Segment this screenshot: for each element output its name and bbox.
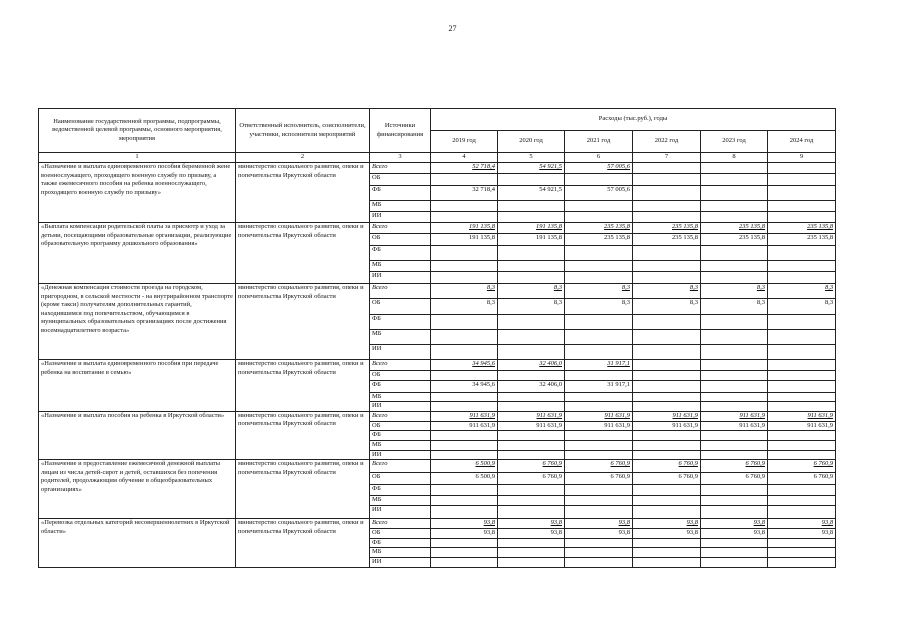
funding-source: ИИ xyxy=(370,272,431,284)
amount-cell xyxy=(498,174,565,186)
amount-cell xyxy=(565,315,633,330)
funding-source: ОБ xyxy=(370,529,431,539)
amount-cell xyxy=(633,174,701,186)
amount-cell: 6 760,9 xyxy=(701,473,768,485)
amount-cell xyxy=(431,261,498,272)
header-year: 2019 год xyxy=(431,131,498,153)
amount-cell: 8,3 xyxy=(701,284,768,299)
funding-source: ИИ xyxy=(370,557,431,567)
amount-cell xyxy=(431,431,498,441)
header-expenses: Расходы (тыс.руб.), годы xyxy=(431,109,836,131)
amount-cell xyxy=(431,392,498,402)
amount-cell: 911 631,9 xyxy=(431,411,498,421)
amount-cell xyxy=(701,485,768,496)
amount-cell xyxy=(565,392,633,402)
amount-cell xyxy=(768,212,836,223)
amount-cell: 911 631,9 xyxy=(498,411,565,421)
amount-cell: 93,8 xyxy=(633,519,701,529)
table-row xyxy=(39,284,836,299)
amount-cell xyxy=(701,380,768,392)
amount-cell xyxy=(431,315,498,330)
amount-cell: 6 760,9 xyxy=(701,460,768,473)
amount-cell xyxy=(768,450,836,460)
amount-cell xyxy=(768,538,836,548)
amount-cell xyxy=(431,485,498,496)
amount-cell xyxy=(565,402,633,412)
amount-cell xyxy=(431,402,498,412)
amount-cell xyxy=(633,496,701,506)
amount-cell xyxy=(633,272,701,284)
amount-cell: 6 500,9 xyxy=(431,460,498,473)
amount-cell: 235 135,8 xyxy=(633,223,701,234)
funding-source: МБ xyxy=(370,496,431,506)
amount-cell: 911 631,9 xyxy=(565,421,633,431)
amount-cell xyxy=(633,450,701,460)
amount-cell: 191 135,8 xyxy=(498,223,565,234)
amount-cell xyxy=(565,557,633,567)
funding-source: ИИ xyxy=(370,345,431,360)
amount-cell xyxy=(498,557,565,567)
amount-cell xyxy=(565,506,633,519)
amount-cell xyxy=(633,548,701,558)
amount-cell: 57 005,6 xyxy=(565,186,633,201)
amount-cell xyxy=(431,450,498,460)
header-year: 2021 год xyxy=(565,131,633,153)
funding-source: Всего xyxy=(370,360,431,371)
amount-cell xyxy=(633,261,701,272)
measure-name: «Назначение и выплата пособия на ребенка в Иркутской области» xyxy=(39,411,236,459)
table-row xyxy=(39,360,836,371)
amount-cell: 191 135,8 xyxy=(431,234,498,246)
amount-cell xyxy=(633,380,701,392)
amount-cell xyxy=(768,392,836,402)
amount-cell xyxy=(768,201,836,212)
amount-cell xyxy=(565,431,633,441)
amount-cell xyxy=(768,402,836,412)
measure-name: «Выплата компенсации родительской платы за присмотр и уход за детьми, посещающими образовательные организации, реализующие образовательную программу дошкольного образования» xyxy=(39,223,236,284)
amount-cell xyxy=(498,272,565,284)
amount-cell: 911 631,9 xyxy=(768,421,836,431)
amount-cell: 93,8 xyxy=(565,519,633,529)
amount-cell: 8,3 xyxy=(565,299,633,315)
amount-cell: 8,3 xyxy=(768,299,836,315)
amount-cell xyxy=(768,360,836,371)
funding-source: ОБ xyxy=(370,234,431,246)
funding-source: ФБ xyxy=(370,315,431,330)
amount-cell xyxy=(431,371,498,381)
amount-cell xyxy=(633,246,701,261)
amount-cell: 34 945,6 xyxy=(431,380,498,392)
amount-cell xyxy=(431,246,498,261)
amount-cell xyxy=(431,538,498,548)
amount-cell: 34 945,6 xyxy=(431,360,498,371)
amount-cell xyxy=(701,431,768,441)
amount-cell: 911 631,9 xyxy=(701,411,768,421)
amount-cell xyxy=(701,402,768,412)
amount-cell: 6 760,9 xyxy=(768,460,836,473)
amount-cell xyxy=(633,557,701,567)
funding-source: МБ xyxy=(370,201,431,212)
amount-cell xyxy=(701,360,768,371)
column-index: 4 xyxy=(431,153,498,163)
executor: министерство социального развития, опеки и попечительства Иркутской области xyxy=(236,411,370,459)
amount-cell: 93,8 xyxy=(633,529,701,539)
table-row xyxy=(39,223,836,234)
amount-cell xyxy=(633,402,701,412)
amount-cell: 93,8 xyxy=(565,529,633,539)
measure-name: «Назначение и предоставление ежемесячной денежной выплаты лицам из числа детей-сирот и детей, оставшихся без попечения родителей, продолжающим обучение в общеобразовательных организациях» xyxy=(39,460,236,519)
amount-cell xyxy=(633,360,701,371)
amount-cell xyxy=(498,548,565,558)
funding-source: ИИ xyxy=(370,402,431,412)
amount-cell xyxy=(701,440,768,450)
amount-cell xyxy=(431,174,498,186)
amount-cell xyxy=(768,186,836,201)
amount-cell xyxy=(701,538,768,548)
funding-source: МБ xyxy=(370,440,431,450)
amount-cell xyxy=(498,201,565,212)
amount-cell xyxy=(633,485,701,496)
measure-name: «Назначение и выплата единовременного пособия беременной жене военнослужащего, проходящего военную службу по призыву, а также ежемесячного пособия на ребенка военнослужащего, проходящего военную службу по призыву» xyxy=(39,163,236,223)
amount-cell xyxy=(701,201,768,212)
amount-cell xyxy=(431,440,498,450)
amount-cell xyxy=(768,380,836,392)
executor: министерство социального развития, опеки и попечительства Иркутской области xyxy=(236,460,370,519)
amount-cell xyxy=(701,557,768,567)
amount-cell xyxy=(768,261,836,272)
amount-cell xyxy=(565,272,633,284)
amount-cell: 8,3 xyxy=(633,284,701,299)
funding-source: ОБ xyxy=(370,174,431,186)
measure-name: «Назначение и выплата единовременного пособия при передаче ребенка на воспитание в семью» xyxy=(39,360,236,412)
amount-cell xyxy=(633,212,701,223)
amount-cell xyxy=(498,392,565,402)
measure-name: «Денежная компенсация стоимости проезда на городском, пригородном, в сельской местности - на внутрирайонном транспорте (кроме такси) получателям дополнительных гарантий, находившимся под попечительством, обучающимся в муниципальных образовательных организациях после достижения восемнадцатилетнего возраста» xyxy=(39,284,236,360)
amount-cell xyxy=(768,371,836,381)
funding-source: ФБ xyxy=(370,538,431,548)
amount-cell xyxy=(431,330,498,345)
amount-cell: 8,3 xyxy=(633,299,701,315)
amount-cell xyxy=(498,261,565,272)
amount-cell: 32 406,0 xyxy=(498,360,565,371)
amount-cell xyxy=(633,538,701,548)
executor: министерство социального развития, опеки и попечительства Иркутской области xyxy=(236,223,370,284)
funding-source: Всего xyxy=(370,411,431,421)
amount-cell: 93,8 xyxy=(701,519,768,529)
amount-cell xyxy=(768,485,836,496)
funding-source: ФБ xyxy=(370,431,431,441)
funding-source: ИИ xyxy=(370,212,431,223)
amount-cell: 6 760,9 xyxy=(565,473,633,485)
table-row xyxy=(39,519,836,529)
amount-cell xyxy=(701,174,768,186)
amount-cell: 8,3 xyxy=(701,299,768,315)
column-index: 7 xyxy=(633,153,701,163)
table-row xyxy=(39,460,836,473)
amount-cell xyxy=(498,506,565,519)
amount-cell xyxy=(498,246,565,261)
amount-cell: 8,3 xyxy=(768,284,836,299)
funding-source: ИИ xyxy=(370,506,431,519)
amount-cell: 235 135,8 xyxy=(633,234,701,246)
header-year: 2020 год xyxy=(498,131,565,153)
amount-cell: 911 631,9 xyxy=(768,411,836,421)
amount-cell: 6 760,9 xyxy=(768,473,836,485)
amount-cell: 235 135,8 xyxy=(701,234,768,246)
amount-cell: 93,8 xyxy=(768,529,836,539)
amount-cell: 93,8 xyxy=(768,519,836,529)
executor: министерство социального развития, опеки и попечительства Иркутской области xyxy=(236,360,370,412)
amount-cell xyxy=(633,392,701,402)
amount-cell: 93,8 xyxy=(701,529,768,539)
amount-cell: 191 135,8 xyxy=(431,223,498,234)
amount-cell: 8,3 xyxy=(498,299,565,315)
amount-cell xyxy=(701,315,768,330)
executor: министерство социального развития, опеки и попечительства Иркутской области xyxy=(236,163,370,223)
amount-cell: 191 135,8 xyxy=(498,234,565,246)
amount-cell xyxy=(633,506,701,519)
funding-source: МБ xyxy=(370,392,431,402)
funding-source: Всего xyxy=(370,223,431,234)
amount-cell xyxy=(498,402,565,412)
amount-cell: 93,8 xyxy=(498,519,565,529)
column-index: 9 xyxy=(768,153,836,163)
amount-cell xyxy=(701,163,768,174)
executor: министерство социального развития, опеки и попечительства Иркутской области xyxy=(236,284,370,360)
amount-cell xyxy=(633,371,701,381)
column-index: 6 xyxy=(565,153,633,163)
amount-cell xyxy=(431,496,498,506)
header-year: 2022 год xyxy=(633,131,701,153)
amount-cell: 93,8 xyxy=(431,529,498,539)
amount-cell xyxy=(498,440,565,450)
amount-cell: 6 760,9 xyxy=(565,460,633,473)
funding-source: МБ xyxy=(370,548,431,558)
amount-cell xyxy=(565,485,633,496)
amount-cell: 911 631,9 xyxy=(431,421,498,431)
amount-cell xyxy=(701,186,768,201)
amount-cell xyxy=(768,506,836,519)
amount-cell xyxy=(498,212,565,223)
table-row xyxy=(39,411,836,421)
amount-cell: 6 760,9 xyxy=(498,460,565,473)
funding-source: ФБ xyxy=(370,485,431,496)
amount-cell xyxy=(768,330,836,345)
funding-source: ИИ xyxy=(370,450,431,460)
amount-cell xyxy=(431,212,498,223)
amount-cell xyxy=(498,450,565,460)
amount-cell xyxy=(701,371,768,381)
amount-cell xyxy=(498,538,565,548)
amount-cell: 57 005,6 xyxy=(565,163,633,174)
amount-cell xyxy=(701,496,768,506)
amount-cell xyxy=(701,246,768,261)
column-index: 5 xyxy=(498,153,565,163)
amount-cell xyxy=(633,201,701,212)
amount-cell: 8,3 xyxy=(498,284,565,299)
funding-source: ФБ xyxy=(370,246,431,261)
amount-cell xyxy=(633,440,701,450)
header-year: 2023 год xyxy=(701,131,768,153)
funding-source: ОБ xyxy=(370,371,431,381)
amount-cell: 911 631,9 xyxy=(701,421,768,431)
amount-cell: 6 760,9 xyxy=(633,473,701,485)
amount-cell xyxy=(768,496,836,506)
amount-cell: 911 631,9 xyxy=(498,421,565,431)
amount-cell: 54 921,5 xyxy=(498,186,565,201)
amount-cell xyxy=(701,261,768,272)
funding-source: МБ xyxy=(370,330,431,345)
amount-cell: 911 631,9 xyxy=(633,411,701,421)
amount-cell xyxy=(565,345,633,360)
amount-cell: 52 718,4 xyxy=(431,163,498,174)
amount-cell xyxy=(768,174,836,186)
header-executor: Ответственный исполнитель, соисполнители, участники, исполнители мероприятий xyxy=(236,109,370,153)
funding-source: Всего xyxy=(370,284,431,299)
amount-cell xyxy=(701,548,768,558)
amount-cell: 54 921,5 xyxy=(498,163,565,174)
funding-source: ОБ xyxy=(370,299,431,315)
column-index: 8 xyxy=(701,153,768,163)
amount-cell xyxy=(768,345,836,360)
amount-cell xyxy=(498,345,565,360)
amount-cell xyxy=(701,392,768,402)
amount-cell xyxy=(565,246,633,261)
measure-name: «Перевозка отдельных категорий несовершеннолетних в Иркутской области» xyxy=(39,519,236,567)
table-row xyxy=(39,163,836,174)
amount-cell xyxy=(498,371,565,381)
amount-cell xyxy=(565,371,633,381)
amount-cell: 235 135,8 xyxy=(565,223,633,234)
amount-cell xyxy=(565,440,633,450)
amount-cell xyxy=(633,315,701,330)
funding-source: Всего xyxy=(370,163,431,174)
amount-cell xyxy=(768,440,836,450)
amount-cell: 235 135,8 xyxy=(565,234,633,246)
amount-cell: 8,3 xyxy=(565,284,633,299)
funding-source: МБ xyxy=(370,261,431,272)
budget-table xyxy=(38,108,836,568)
funding-source: ОБ xyxy=(370,421,431,431)
amount-cell xyxy=(768,557,836,567)
amount-cell xyxy=(565,212,633,223)
amount-cell xyxy=(633,163,701,174)
amount-cell xyxy=(768,163,836,174)
amount-cell: 32 406,0 xyxy=(498,380,565,392)
amount-cell xyxy=(701,506,768,519)
amount-cell xyxy=(768,431,836,441)
amount-cell xyxy=(498,485,565,496)
amount-cell xyxy=(431,201,498,212)
header-year: 2024 год xyxy=(768,131,836,153)
amount-cell: 8,3 xyxy=(431,299,498,315)
amount-cell xyxy=(768,315,836,330)
amount-cell: 235 135,8 xyxy=(701,223,768,234)
column-index: 3 xyxy=(370,153,431,163)
funding-source: Всего xyxy=(370,460,431,473)
amount-cell xyxy=(768,548,836,558)
amount-cell xyxy=(701,272,768,284)
amount-cell xyxy=(633,431,701,441)
amount-cell: 6 760,9 xyxy=(633,460,701,473)
amount-cell xyxy=(565,450,633,460)
funding-source: Всего xyxy=(370,519,431,529)
amount-cell: 8,3 xyxy=(431,284,498,299)
amount-cell xyxy=(701,450,768,460)
amount-cell: 911 631,9 xyxy=(633,421,701,431)
amount-cell xyxy=(498,315,565,330)
amount-cell xyxy=(768,246,836,261)
amount-cell: 93,8 xyxy=(498,529,565,539)
amount-cell xyxy=(565,261,633,272)
amount-cell: 93,8 xyxy=(431,519,498,529)
executor: министерство социального развития, опеки и попечительства Иркутской области xyxy=(236,519,370,567)
amount-cell xyxy=(701,345,768,360)
amount-cell xyxy=(431,272,498,284)
funding-source: ФБ xyxy=(370,380,431,392)
column-index: 1 xyxy=(39,153,236,163)
amount-cell: 32 718,4 xyxy=(431,186,498,201)
amount-cell xyxy=(498,330,565,345)
amount-cell xyxy=(633,345,701,360)
header-source: Источники финансирования xyxy=(370,109,431,153)
amount-cell xyxy=(498,496,565,506)
amount-cell xyxy=(565,496,633,506)
amount-cell xyxy=(431,548,498,558)
amount-cell xyxy=(768,272,836,284)
amount-cell: 911 631,9 xyxy=(565,411,633,421)
amount-cell: 6 760,9 xyxy=(498,473,565,485)
amount-cell xyxy=(431,345,498,360)
amount-cell: 235 135,8 xyxy=(768,223,836,234)
funding-source: ОБ xyxy=(370,473,431,485)
amount-cell xyxy=(633,330,701,345)
header-name: Наименование государственной программы, подпрограммы, ведомственной целевой программы, основного мероприятия, мероприятия xyxy=(39,109,236,153)
amount-cell: 6 500,9 xyxy=(431,473,498,485)
page-number: 27 xyxy=(448,24,457,33)
column-index: 2 xyxy=(236,153,370,163)
amount-cell xyxy=(565,548,633,558)
funding-source: ФБ xyxy=(370,186,431,201)
amount-cell xyxy=(701,330,768,345)
amount-cell xyxy=(431,506,498,519)
amount-cell xyxy=(633,186,701,201)
amount-cell xyxy=(498,431,565,441)
amount-cell xyxy=(431,557,498,567)
amount-cell xyxy=(565,201,633,212)
amount-cell xyxy=(701,212,768,223)
amount-cell xyxy=(565,174,633,186)
amount-cell: 31 917,1 xyxy=(565,380,633,392)
amount-cell xyxy=(565,538,633,548)
amount-cell: 235 135,8 xyxy=(768,234,836,246)
amount-cell xyxy=(565,330,633,345)
amount-cell: 31 917,1 xyxy=(565,360,633,371)
